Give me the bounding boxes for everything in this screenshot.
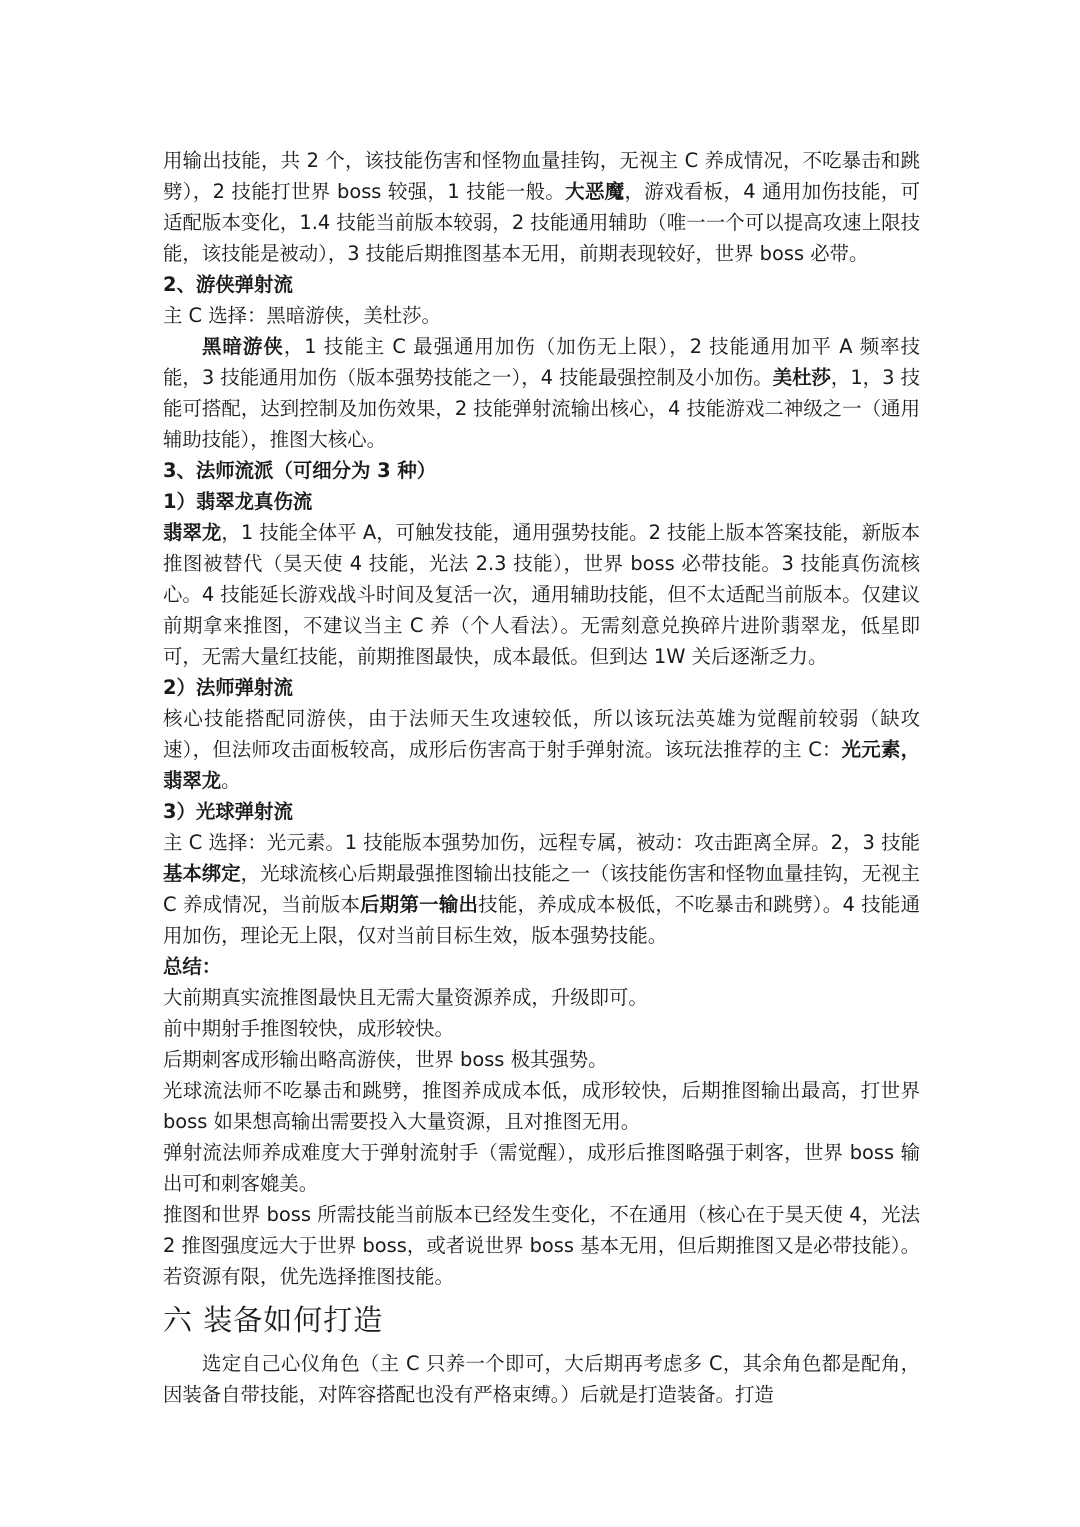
text-run: ，1 技能全体平 A，可触发技能，通用强势技能。2 技能上版本答案技能，新版本推图被替代（昊天使 4 技能，光法 2.3 技能），世界 boss 必带技能。3 技能真伤流核心。4 技能延长游戏战斗时间及复活一次，通用辅助技能，但不太适配当前版本。仅建议前期拿来推图，不建议当主 C 养（个人看法）。无需刻意兑换碎片进阶翡翠龙，低星即可，无需大量红技能，前期推图最快，成本最低。但到达 1W 关后逐渐乏力。 xyxy=(163,521,921,668)
text-run: ，光球流核心后期最强推图输出技能之一（该技能伤害和怪物血量挂钩，无视主 C 养成情况，当前版本 xyxy=(163,862,921,916)
summary-line: 大前期真实流推图最快且无需大量资源养成，升级即可。 xyxy=(163,986,648,1009)
ranger-main-c: 主 C 选择：黑暗游侠，美杜莎。 xyxy=(163,304,441,327)
text-run: ，游戏看板，4 通用加伤技能，可适配版本变化，1.4 技能当前版本较弱，2 技能通用辅助（唯一一个可以提高攻速上限技能，该技能是被动），3 技能后期推图基本无用，前期表现较好，世界 boss 必带。 xyxy=(163,180,921,265)
bold-term-recommended-c: 光元素，翡翠龙 xyxy=(163,738,920,792)
paragraph-equipment: 选定自己心仪角色（主 C 只养一个即可，大后期再考虑多 C，其余角色都是配角，因装备自带技能，对阵容搭配也没有严格束缚。）后就是打造装备。打造 xyxy=(163,1352,920,1406)
text-run: 。 xyxy=(221,769,241,792)
bold-term-medusa: 美杜莎 xyxy=(772,366,831,389)
bold-term-dark-ranger: 黑暗游侠 xyxy=(202,335,284,358)
document-body xyxy=(163,145,920,1410)
paragraph-emerald-dragon xyxy=(163,517,920,672)
text-run: 技能，养成成本极低，不吃暴击和跳劈）。4 技能通用加伤，理论无上限，仅对当前目标生效，版本强势技能。 xyxy=(163,893,920,947)
text-run: 用输出技能，共 2 个，该技能伤害和怪物血量挂钩，无视主 C 养成情况，不吃暴击和跳劈），2 技能打世界 boss 较强，1 技能一般。 xyxy=(163,149,920,203)
summary-line: 光球流法师不吃暴击和跳劈，推图养成成本低，成形较快，后期推图输出最高，打世界 boss 如果想高输出需要投入大量资源，且对推图无用。 xyxy=(163,1079,920,1133)
paragraph-demon xyxy=(163,145,920,269)
paragraph-mage-bounce xyxy=(163,703,920,796)
bold-term-bound: 基本绑定 xyxy=(163,862,241,885)
heading-ranger-bounce: 2、游侠弹射流 xyxy=(163,273,293,296)
heading-light-orb-bounce: 3）光球弹射流 xyxy=(163,800,293,823)
text-run: ，1 技能主 C 最强通用加伤（加伤无上限），2 技能通用加平 A 频率技能，3 技能通用加伤（版本强势技能之一），4 技能最强控制及小加伤。 xyxy=(163,335,921,389)
paragraph-light-orb xyxy=(163,827,920,951)
summary-line: 后期刺客成形输出略高游侠，世界 boss 极其强势。 xyxy=(163,1048,608,1071)
heading-mage-schools: 3、法师流派（可细分为 3 种） xyxy=(163,459,437,482)
text-run: ，1，3 技能可搭配，达到控制及加伤效果，2 技能弹射流输出核心，4 技能游戏二神级之一（通用辅助技能），推图大核心。 xyxy=(163,366,920,451)
heading-emerald-dragon: 1）翡翠龙真伤流 xyxy=(163,490,313,513)
bold-term-top-output: 后期第一输出 xyxy=(360,893,479,916)
bold-term-demon: 大恶魔 xyxy=(565,180,625,203)
text-run: 核心技能搭配同游侠，由于法师天生攻速较低，所以该玩法英雄为觉醒前较弱（缺攻速），但法师攻击面板较高，成形后伤害高于射手弹射流。该玩法推荐的主 C： xyxy=(163,707,920,761)
summary-line: 弹射流法师养成难度大于弹射流射手（需觉醒），成形后推图略强于刺客，世界 boss 输出可和刺客媲美。 xyxy=(163,1141,920,1195)
paragraph-ranger xyxy=(163,331,920,455)
bold-term-emerald-dragon: 翡翠龙 xyxy=(163,521,222,544)
summary-line: 前中期射手推图较快，成形较快。 xyxy=(163,1017,454,1040)
heading-mage-bounce: 2）法师弹射流 xyxy=(163,676,293,699)
summary-line: 推图和世界 boss 所需技能当前版本已经发生变化，不在通用（核心在于昊天使 4，光法 2 推图强度远大于世界 boss，或者说世界 boss 基本无用，但后期推图又是必带技能）。若资源有限，优先选择推图技能。 xyxy=(163,1203,920,1288)
section-title-equipment: 六 装备如何打造 xyxy=(163,1303,384,1337)
heading-summary: 总结： xyxy=(163,955,222,978)
text-run: 主 C 选择：光元素。1 技能版本强势加伤，远程专属，被动：攻击距离全屏。2，3 技能 xyxy=(163,831,920,854)
